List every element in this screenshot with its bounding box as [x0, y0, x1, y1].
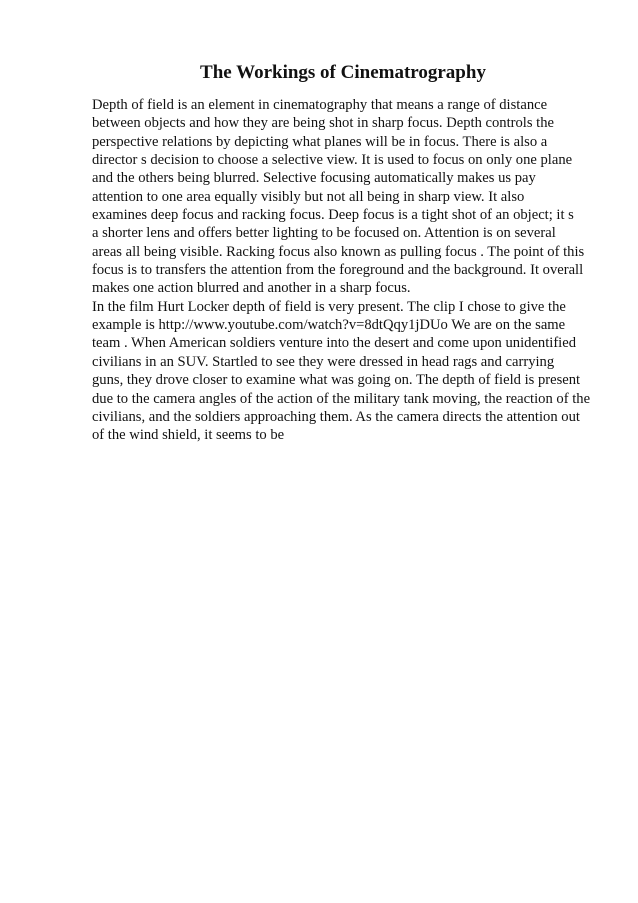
body-line: between objects and how they are being shot in sharp focus. Depth controls the	[92, 115, 555, 132]
body-line: team . When American soldiers venture into the desert and come upon unidentified	[92, 335, 577, 352]
body-line: examines deep focus and racking focus. Deep focus is a tight shot of an object; it s	[92, 207, 574, 224]
body-line: civilians, and the soldiers approaching them. As the camera directs the attention out	[92, 408, 580, 425]
body-line: guns, they drove closer to examine what was going on. The depth of field is present	[92, 372, 581, 389]
document-title: The Workings of Cinematrography	[200, 62, 486, 83]
body-line: makes one action blurred and another in a sharp focus.	[92, 280, 411, 297]
body-line: example is http://www.youtube.com/watch?v=8dtQqy1jDUo We are on the same	[92, 317, 566, 334]
body-line: a shorter lens and offers better lighting to be focused on. Attention is on several	[92, 225, 556, 242]
body-line: focus is to transfers the attention from the foreground and the background. It overall	[92, 262, 584, 279]
body-line: of the wind shield, it seems to be	[92, 427, 285, 444]
body-line: and the others being blurred. Selective focusing automatically makes us pay	[92, 170, 536, 187]
body-line: civilians in an SUV. Startled to see they were dressed in head rags and carrying	[92, 353, 555, 370]
body-line: Depth of field is an element in cinematography that means a range of distance	[92, 97, 548, 113]
body-line: director s decision to choose a selective view. It is used to focus on only one plane	[92, 152, 573, 169]
body-line: areas all being visible. Racking focus also known as pulling focus . The point of this	[92, 243, 585, 260]
body-line: due to the camera angles of the action of the military tank moving, the reaction of the	[92, 390, 591, 407]
document-body	[92, 96, 632, 445]
body-line: In the film Hurt Locker depth of field is very present. The clip I chose to give the	[92, 298, 566, 315]
body-line: attention to one area equally visibly but not all being in sharp view. It also	[92, 188, 525, 205]
body-line: perspective relations by depicting what planes will be in focus. There is also a	[92, 133, 548, 150]
